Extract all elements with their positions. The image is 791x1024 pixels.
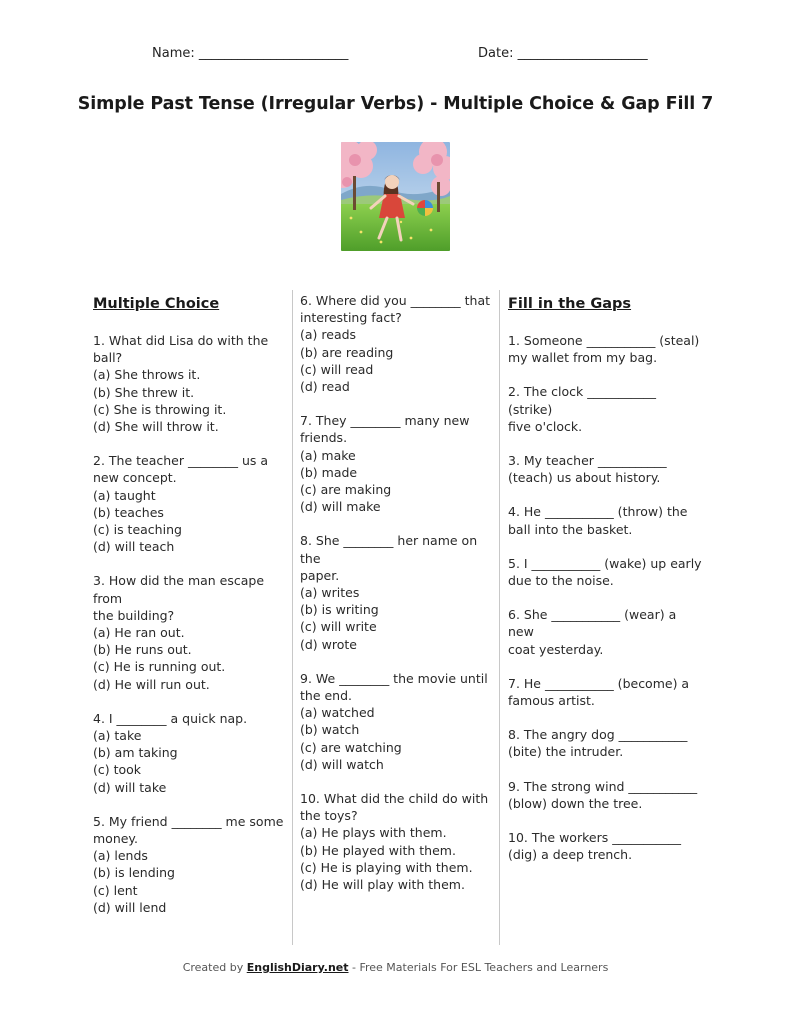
gap-fill-item-6 bbox=[508, 606, 703, 658]
gap-fill-item-8 bbox=[508, 726, 703, 760]
multiple-choice-heading: Multiple Choice bbox=[93, 296, 220, 312]
mc-question-text: 3. How did the man escape from bbox=[93, 573, 265, 606]
mc-option[interactable]: (c) are watching bbox=[300, 739, 402, 755]
mc-question-4 bbox=[93, 710, 289, 796]
mc-option[interactable]: (b) are reading bbox=[300, 344, 394, 360]
mc-option[interactable]: (a) She throws it. bbox=[93, 367, 201, 383]
mc-option[interactable]: (c) She is throwing it. bbox=[93, 401, 227, 417]
mc-option[interactable]: (d) read bbox=[300, 379, 350, 395]
column-divider-right bbox=[499, 290, 500, 945]
gap-fill-item-1 bbox=[508, 332, 703, 366]
gap-fill-column bbox=[508, 295, 703, 880]
mc-option[interactable]: (b) am taking bbox=[93, 745, 178, 761]
gap-fill-item-9 bbox=[508, 778, 703, 812]
mc-option[interactable]: (d) will watch bbox=[300, 756, 384, 772]
mc-option[interactable]: (b) He played with them. bbox=[300, 842, 456, 858]
mc-question-6 bbox=[300, 292, 492, 395]
multiple-choice-column-2 bbox=[300, 292, 492, 910]
gap-fill-text: due to the noise. bbox=[508, 573, 614, 589]
mc-option[interactable]: (a) lends bbox=[93, 848, 148, 864]
gap-fill-text: 7. He ___________ (become) a bbox=[508, 675, 690, 691]
date-field-label: Date: ____________________ bbox=[478, 46, 648, 61]
mc-question-10 bbox=[300, 790, 492, 893]
gap-fill-item-2 bbox=[508, 383, 703, 435]
mc-option[interactable]: (a) He ran out. bbox=[93, 625, 185, 641]
worksheet-title: Simple Past Tense (Irregular Verbs) - Multiple Choice & Gap Fill 7 bbox=[77, 94, 714, 114]
mc-question-text: 6. Where did you ________ that bbox=[300, 293, 491, 308]
gap-fill-text: 6. She ___________ (wear) a new bbox=[508, 607, 677, 640]
mc-option[interactable]: (b) is writing bbox=[300, 602, 379, 618]
mc-option[interactable]: (a) He plays with them. bbox=[300, 825, 447, 841]
gap-fill-item-4 bbox=[508, 503, 703, 537]
mc-question-8 bbox=[300, 532, 492, 652]
gap-fill-text: five o'clock. bbox=[508, 418, 583, 434]
column-divider-left bbox=[292, 290, 293, 945]
gap-fill-text: 2. The clock ___________ (strike) bbox=[508, 384, 656, 417]
mc-question-text: new concept. bbox=[93, 470, 177, 486]
mc-option[interactable]: (a) make bbox=[300, 447, 356, 463]
mc-option[interactable]: (c) will read bbox=[300, 361, 374, 377]
mc-question-1 bbox=[93, 332, 289, 435]
mc-question-text: 5. My friend ________ me some bbox=[93, 813, 284, 829]
mc-question-text: the end. bbox=[300, 688, 353, 704]
mc-option[interactable]: (b) is lending bbox=[93, 865, 175, 881]
gap-fill-text: famous artist. bbox=[508, 693, 595, 709]
mc-option[interactable]: (c) He is running out. bbox=[93, 659, 226, 675]
gap-fill-text: (blow) down the tree. bbox=[508, 795, 643, 811]
mc-question-9 bbox=[300, 670, 492, 773]
mc-option[interactable]: (a) taught bbox=[93, 487, 156, 503]
mc-option[interactable]: (b) watch bbox=[300, 722, 360, 738]
mc-option[interactable]: (b) She threw it. bbox=[93, 384, 195, 400]
mc-question-text: the toys? bbox=[300, 808, 358, 824]
mc-option[interactable]: (b) teaches bbox=[93, 504, 164, 520]
mc-option[interactable]: (a) watched bbox=[300, 705, 375, 721]
mc-question-text: money. bbox=[93, 831, 139, 847]
gap-fill-text: 5. I ___________ (wake) up early bbox=[508, 555, 702, 571]
mc-option[interactable]: (d) will lend bbox=[93, 899, 167, 915]
mc-option[interactable]: (c) are making bbox=[300, 482, 392, 498]
mc-option[interactable]: (a) take bbox=[93, 728, 142, 744]
gap-fill-text: (dig) a deep trench. bbox=[508, 847, 633, 863]
footer-credit bbox=[0, 961, 791, 974]
mc-option[interactable]: (c) is teaching bbox=[93, 522, 182, 538]
mc-question-5 bbox=[93, 813, 289, 916]
footer-suffix: - Free Materials For ESL Teachers and Learners bbox=[348, 961, 609, 974]
footer-site-link[interactable]: EnglishDiary.net bbox=[246, 961, 349, 974]
gap-fill-item-3 bbox=[508, 452, 703, 486]
mc-option[interactable]: (c) will write bbox=[300, 619, 377, 635]
gap-fill-text: ball into the basket. bbox=[508, 521, 633, 537]
mc-question-3 bbox=[93, 572, 289, 692]
gap-fill-text: my wallet from my bag. bbox=[508, 350, 658, 366]
mc-question-text: interesting fact? bbox=[300, 310, 402, 326]
gap-fill-text: 3. My teacher ___________ bbox=[508, 453, 667, 469]
mc-question-2 bbox=[93, 452, 289, 555]
multiple-choice-column-1 bbox=[93, 295, 289, 933]
footer-prefix: Created by bbox=[182, 961, 247, 974]
gap-fill-text: (teach) us about history. bbox=[508, 470, 661, 486]
gap-fill-text: 8. The angry dog ___________ bbox=[508, 727, 688, 743]
mc-option[interactable]: (a) reads bbox=[300, 327, 357, 343]
gap-fill-text: coat yesterday. bbox=[508, 641, 604, 657]
mc-question-text: ball? bbox=[93, 350, 123, 366]
gap-fill-heading: Fill in the Gaps bbox=[508, 296, 632, 312]
mc-question-text: the building? bbox=[93, 607, 175, 623]
mc-question-text: 8. She ________ her name on the bbox=[300, 533, 478, 566]
mc-question-text: 7. They ________ many new bbox=[300, 413, 470, 429]
mc-option[interactable]: (d) will make bbox=[300, 499, 381, 515]
gap-fill-item-5 bbox=[508, 555, 703, 589]
mc-question-7 bbox=[300, 412, 492, 515]
girl-playing-ball-illustration bbox=[341, 142, 450, 251]
mc-question-text: 9. We ________ the movie until bbox=[300, 670, 488, 686]
gap-fill-item-7 bbox=[508, 675, 703, 709]
mc-question-text: paper. bbox=[300, 567, 340, 583]
mc-option[interactable]: (c) lent bbox=[93, 882, 138, 898]
gap-fill-text: 4. He ___________ (throw) the bbox=[508, 504, 688, 520]
mc-option[interactable]: (c) took bbox=[93, 762, 142, 778]
mc-question-text: 4. I ________ a quick nap. bbox=[93, 710, 248, 726]
mc-option[interactable]: (d) wrote bbox=[300, 636, 357, 652]
mc-question-text: friends. bbox=[300, 430, 348, 446]
mc-option[interactable]: (d) will take bbox=[93, 779, 167, 795]
mc-option[interactable]: (a) writes bbox=[300, 585, 360, 601]
gap-fill-item-10 bbox=[508, 829, 703, 863]
mc-question-text: 1. What did Lisa do with the bbox=[93, 333, 269, 348]
mc-question-text: 2. The teacher ________ us a bbox=[93, 453, 269, 469]
mc-option[interactable]: (d) He will play with them. bbox=[300, 877, 465, 893]
mc-question-text: 10. What did the child do with bbox=[300, 791, 489, 807]
mc-option[interactable]: (d) will teach bbox=[93, 539, 175, 555]
gap-fill-text: (bite) the intruder. bbox=[508, 744, 624, 760]
mc-option[interactable]: (c) He is playing with them. bbox=[300, 859, 473, 875]
mc-option[interactable]: (d) He will run out. bbox=[93, 676, 210, 692]
name-field-label: Name: _______________________ bbox=[152, 46, 349, 61]
gap-fill-text: 9. The strong wind ___________ bbox=[508, 778, 698, 794]
gap-fill-text: 10. The workers ___________ bbox=[508, 830, 681, 846]
gap-fill-text: 1. Someone ___________ (steal) bbox=[508, 333, 700, 348]
mc-option[interactable]: (b) made bbox=[300, 464, 358, 480]
mc-option[interactable]: (d) She will throw it. bbox=[93, 419, 219, 435]
mc-option[interactable]: (b) He runs out. bbox=[93, 642, 192, 658]
